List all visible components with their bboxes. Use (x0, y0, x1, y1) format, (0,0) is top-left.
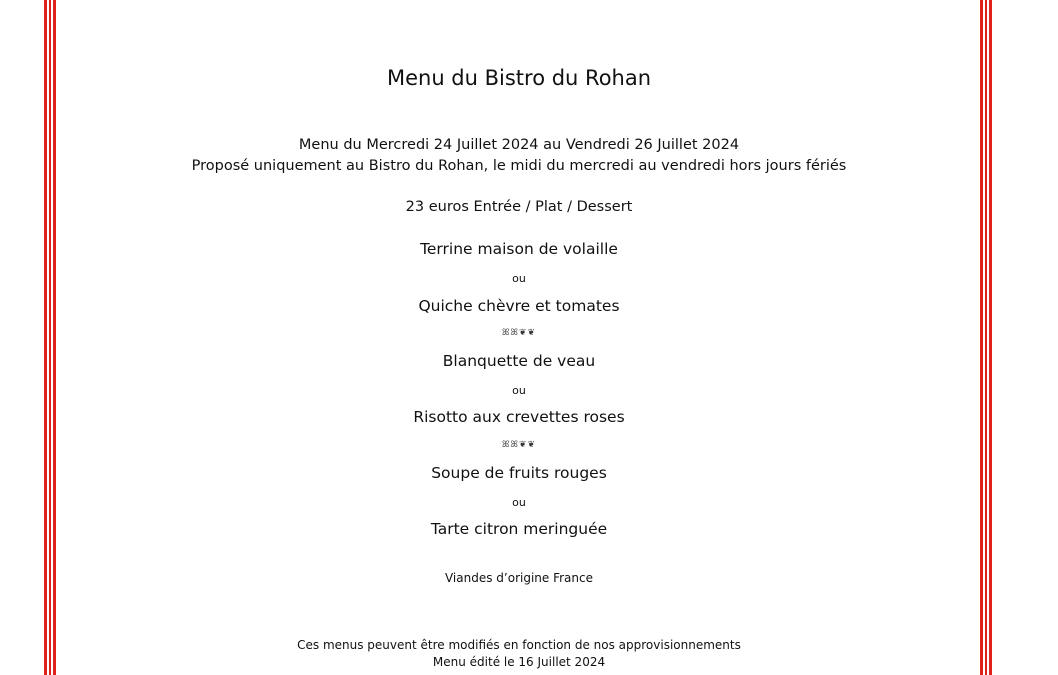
or-separator: ou (512, 384, 526, 397)
plat-option-2: Risotto aux crevettes roses (413, 408, 625, 426)
right-red-border (980, 0, 994, 675)
entree-option-2: Quiche chèvre et tomates (418, 297, 620, 315)
ornament-divider: ꕤꕤ❦❦ (501, 328, 537, 338)
menu-availability: Proposé uniquement au Bistro du Rohan, le midi du mercredi au vendredi hors jours fériés (191, 158, 847, 174)
or-separator: ou (512, 496, 526, 509)
dessert-option-1: Soupe de fruits rouges (431, 464, 607, 482)
menu-title: Menu du Bistro du Rohan (386, 66, 652, 90)
or-separator: ou (512, 272, 526, 285)
menu-period: Menu du Mercredi 24 Juillet 2024 au Vendredi 26 Juillet 2024 (298, 137, 740, 153)
left-red-border (44, 0, 58, 675)
dessert-option-2: Tarte citron meringuée (430, 520, 608, 538)
entree-option-1: Terrine maison de volaille (420, 240, 618, 258)
footer-note: Ces menus peuvent être modifiés en fonction de nos approvisionnements (297, 638, 741, 652)
plat-option-1: Blanquette de veau (442, 352, 596, 370)
edition-date: Menu édité le 16 Juillet 2024 (432, 655, 606, 669)
menu-price: 23 euros Entrée / Plat / Dessert (405, 199, 633, 215)
ornament-divider: ꕤꕤ❦❦ (501, 440, 537, 450)
origin-note: Viandes d’origine France (444, 571, 593, 585)
